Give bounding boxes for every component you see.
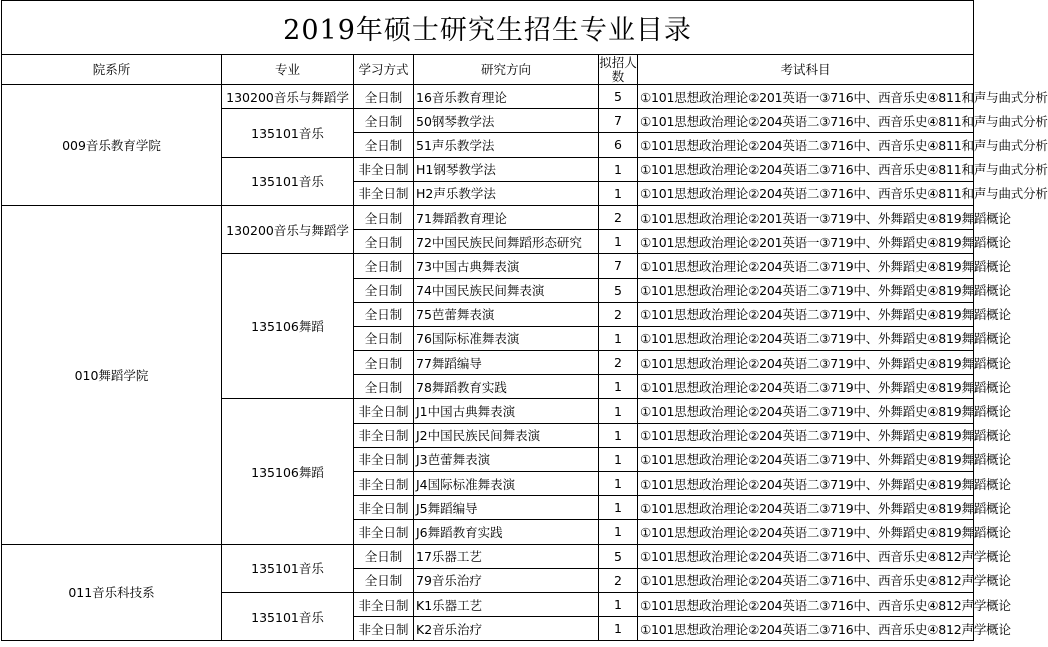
direction-cell: 72中国民族民间舞蹈形态研究 — [414, 230, 599, 254]
direction-cell: J6舞蹈教育实践 — [414, 520, 599, 544]
direction-cell: 74中国民族民间舞表演 — [414, 278, 599, 302]
quota-cell: 1 — [599, 157, 638, 181]
exam-cell: ①101思想政治理论②204英语二③716中、西音乐史④811和声与曲式分析 — [638, 133, 974, 157]
page-title: 2019年硕士研究生招生专业目录 — [2, 1, 974, 55]
mode-cell: 全日制 — [354, 302, 414, 326]
exam-cell: ①101思想政治理论②204英语二③719中、外舞蹈史④819舞蹈概论 — [638, 520, 974, 544]
quota-cell: 7 — [599, 109, 638, 133]
dept-cell: 010舞蹈学院 — [2, 205, 222, 544]
table-row — [2, 85, 974, 109]
exam-cell: ①101思想政治理论②201英语一③719中、外舞蹈史④819舞蹈概论 — [638, 205, 974, 229]
quota-cell: 1 — [599, 326, 638, 350]
exam-cell: ①101思想政治理论②204英语二③719中、外舞蹈史④819舞蹈概论 — [638, 278, 974, 302]
dept-cell: 011音乐科技系 — [2, 544, 222, 641]
exam-cell: ①101思想政治理论②204英语二③716中、西音乐史④812声学概论 — [638, 592, 974, 616]
direction-cell: 75芭蕾舞表演 — [414, 302, 599, 326]
mode-cell: 全日制 — [354, 205, 414, 229]
quota-cell: 5 — [599, 278, 638, 302]
direction-cell: 51声乐教学法 — [414, 133, 599, 157]
mode-cell: 全日制 — [354, 351, 414, 375]
header-direction: 研究方向 — [414, 55, 599, 85]
mode-cell: 全日制 — [354, 326, 414, 350]
direction-cell: J4国际标准舞表演 — [414, 472, 599, 496]
header-row — [2, 55, 974, 85]
mode-cell: 非全日制 — [354, 399, 414, 423]
quota-cell: 1 — [599, 230, 638, 254]
mode-cell: 全日制 — [354, 230, 414, 254]
direction-cell: 17乐器工艺 — [414, 544, 599, 568]
exam-cell: ①101思想政治理论②204英语二③716中、西音乐史④811和声与曲式分析 — [638, 157, 974, 181]
quota-cell: 5 — [599, 544, 638, 568]
quota-cell: 2 — [599, 351, 638, 375]
quota-cell: 1 — [599, 617, 638, 641]
quota-cell: 2 — [599, 568, 638, 592]
quota-cell: 1 — [599, 375, 638, 399]
catalog-body — [2, 85, 1048, 641]
direction-cell: 16音乐教育理论 — [414, 85, 599, 109]
direction-cell: K1乐器工艺 — [414, 592, 599, 616]
direction-cell: H2声乐教学法 — [414, 181, 599, 205]
exam-cell: ①101思想政治理论②204英语二③719中、外舞蹈史④819舞蹈概论 — [638, 496, 974, 520]
mode-cell: 非全日制 — [354, 520, 414, 544]
header-mode: 学习方式 — [354, 55, 414, 85]
direction-cell: K2音乐治疗 — [414, 617, 599, 641]
major-cell: 135101音乐 — [222, 592, 354, 640]
exam-cell: ①101思想政治理论②204英语二③719中、外舞蹈史④819舞蹈概论 — [638, 351, 974, 375]
major-cell: 130200音乐与舞蹈学 — [222, 205, 354, 253]
exam-cell: ①101思想政治理论②201英语一③719中、外舞蹈史④819舞蹈概论 — [638, 230, 974, 254]
exam-cell: ①101思想政治理论②204英语二③719中、外舞蹈史④819舞蹈概论 — [638, 375, 974, 399]
mode-cell: 非全日制 — [354, 592, 414, 616]
quota-cell: 1 — [599, 472, 638, 496]
direction-cell: 71舞蹈教育理论 — [414, 205, 599, 229]
direction-cell: J2中国民族民间舞表演 — [414, 423, 599, 447]
mode-cell: 全日制 — [354, 85, 414, 109]
exam-cell: ①101思想政治理论②204英语二③719中、外舞蹈史④819舞蹈概论 — [638, 326, 974, 350]
quota-cell: 1 — [599, 520, 638, 544]
quota-cell: 7 — [599, 254, 638, 278]
quota-cell: 2 — [599, 205, 638, 229]
quota-cell: 1 — [599, 423, 638, 447]
quota-cell: 2 — [599, 302, 638, 326]
quota-cell: 1 — [599, 399, 638, 423]
mode-cell: 非全日制 — [354, 617, 414, 641]
major-cell: 135106舞蹈 — [222, 399, 354, 544]
exam-cell: ①101思想政治理论②204英语二③719中、外舞蹈史④819舞蹈概论 — [638, 423, 974, 447]
mode-cell: 全日制 — [354, 544, 414, 568]
mode-cell: 非全日制 — [354, 423, 414, 447]
exam-cell: ①101思想政治理论②204英语二③719中、外舞蹈史④819舞蹈概论 — [638, 447, 974, 471]
direction-cell: 50钢琴教学法 — [414, 109, 599, 133]
direction-cell: J3芭蕾舞表演 — [414, 447, 599, 471]
major-cell: 135101音乐 — [222, 109, 354, 157]
direction-cell: 77舞蹈编导 — [414, 351, 599, 375]
exam-cell: ①101思想政治理论②204英语二③716中、西音乐史④812声学概论 — [638, 568, 974, 592]
direction-cell: 76国际标准舞表演 — [414, 326, 599, 350]
exam-cell: ①101思想政治理论②204英语二③719中、外舞蹈史④819舞蹈概论 — [638, 254, 974, 278]
header-dept: 院系所 — [2, 55, 222, 85]
direction-cell: J1中国古典舞表演 — [414, 399, 599, 423]
quota-cell: 5 — [599, 85, 638, 109]
direction-cell: 78舞蹈教育实践 — [414, 375, 599, 399]
quota-cell: 6 — [599, 133, 638, 157]
header-major: 专业 — [222, 55, 354, 85]
mode-cell: 全日制 — [354, 133, 414, 157]
major-cell: 135101音乐 — [222, 544, 354, 592]
direction-cell: 79音乐治疗 — [414, 568, 599, 592]
exam-cell: ①101思想政治理论②204英语二③719中、外舞蹈史④819舞蹈概论 — [638, 472, 974, 496]
header-quota: 拟招人数 — [599, 54, 637, 84]
direction-cell: J5舞蹈编导 — [414, 496, 599, 520]
quota-cell: 1 — [599, 496, 638, 520]
catalog-table — [1, 0, 1048, 641]
table-row — [2, 205, 974, 229]
mode-cell: 全日制 — [354, 375, 414, 399]
mode-cell: 非全日制 — [354, 472, 414, 496]
mode-cell: 全日制 — [354, 568, 414, 592]
exam-cell: ①101思想政治理论②204英语二③716中、西音乐史④812声学概论 — [638, 617, 974, 641]
exam-cell: ①101思想政治理论②204英语二③719中、外舞蹈史④819舞蹈概论 — [638, 302, 974, 326]
mode-cell: 非全日制 — [354, 447, 414, 471]
exam-cell: ①101思想政治理论②201英语一③716中、西音乐史④811和声与曲式分析 — [638, 85, 974, 109]
mode-cell: 非全日制 — [354, 496, 414, 520]
mode-cell: 非全日制 — [354, 157, 414, 181]
quota-cell: 1 — [599, 592, 638, 616]
direction-cell: 73中国古典舞表演 — [414, 254, 599, 278]
header-exam: 考试科目 — [638, 55, 974, 85]
major-cell: 135101音乐 — [222, 157, 354, 205]
dept-cell: 009音乐教育学院 — [2, 85, 222, 206]
quota-cell: 1 — [599, 447, 638, 471]
quota-cell: 1 — [599, 181, 638, 205]
mode-cell: 全日制 — [354, 109, 414, 133]
mode-cell: 全日制 — [354, 278, 414, 302]
exam-cell: ①101思想政治理论②204英语二③719中、外舞蹈史④819舞蹈概论 — [638, 399, 974, 423]
major-cell: 130200音乐与舞蹈学 — [222, 85, 354, 109]
mode-cell: 非全日制 — [354, 181, 414, 205]
direction-cell: H1钢琴教学法 — [414, 157, 599, 181]
exam-cell: ①101思想政治理论②204英语二③716中、西音乐史④811和声与曲式分析 — [638, 109, 974, 133]
exam-cell: ①101思想政治理论②204英语二③716中、西音乐史④812声学概论 — [638, 544, 974, 568]
major-cell: 135106舞蹈 — [222, 254, 354, 399]
table-row — [2, 544, 974, 568]
exam-cell: ①101思想政治理论②204英语二③716中、西音乐史④811和声与曲式分析 — [638, 181, 974, 205]
mode-cell: 全日制 — [354, 254, 414, 278]
